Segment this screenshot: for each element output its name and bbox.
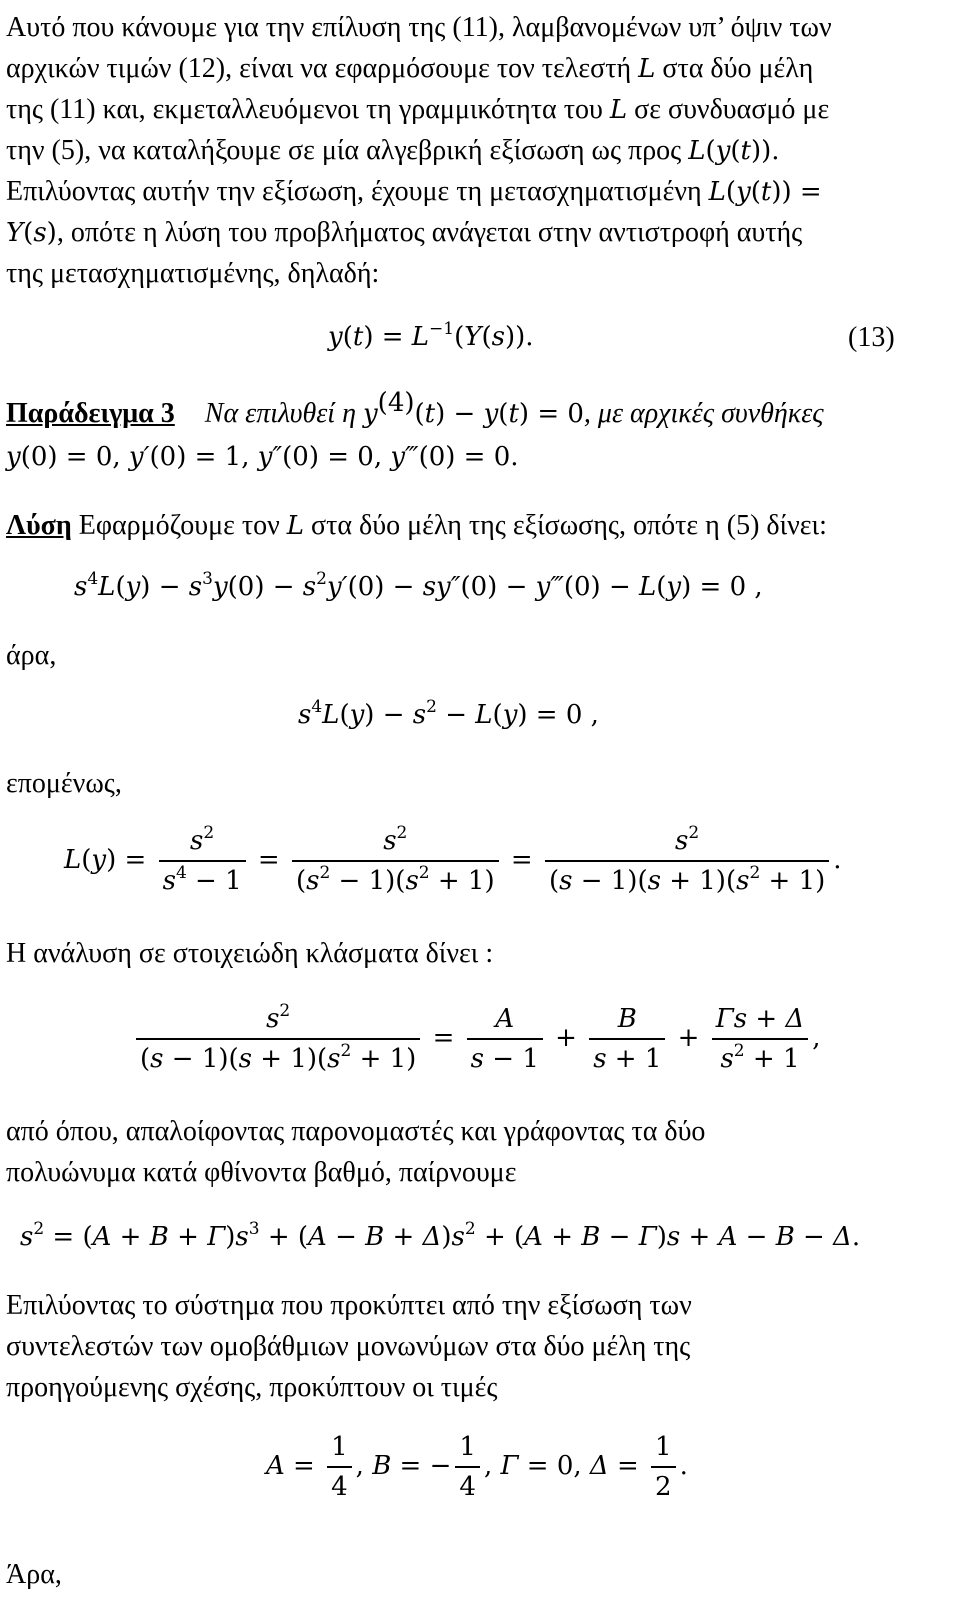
text: στα δύο μέλη της εξίσωσης, οπότε η (5) δίνει: [304, 510, 827, 541]
text: της μετασχηματισμένης, δηλαδή: [6, 258, 380, 289]
equation-polynomial: $s^2 = (A + B + \Gamma)s^3 + (A - B + \Delta)s^2 + (A + B - \Gamma)s + A - B - \Delta$. [20, 1219, 861, 1252]
word-ara-final: Άρα, [6, 1559, 62, 1590]
math-L: L [638, 54, 656, 84]
text: Αυτό που κάνουμε για την επίλυση της (11), λαμβανομένων υπ’ όψιν των [6, 12, 832, 43]
equation-13: $y(t) = L^{-1}(Y(s))$. [328, 319, 534, 352]
equation-simplified: $s^4L(y) - s^2 - L(y) = 0$ , [298, 697, 599, 730]
word-ara: άρα, [6, 640, 57, 671]
paragraph-line [6, 8, 832, 48]
text: την (5), να καταλήξουμε σε μία αλγεβρική εξίσωση ως προς [6, 135, 689, 166]
text: στα δύο μέλη [655, 53, 814, 84]
text: σε συνδυασμό με [627, 94, 830, 125]
solution-line: Λύση Εφαρμόζουμε τον L στα δύο μέλη της εξίσωσης, οπότε η (5) δίνει: [6, 510, 827, 541]
text: της (11) και, εκμεταλλευόμενοι τη γραμμικότητα του [6, 94, 610, 125]
text-line: συντελεστών των ομοβάθμιων μονωνύμων στα δύο μέλη της [6, 1331, 691, 1362]
text: Εφαρμόζουμε τον [71, 510, 287, 541]
text: Να επιλυθεί η [204, 398, 363, 429]
paragraph-line [6, 254, 379, 294]
text-line: προηγούμενης σχέσης, προκύπτουν οι τιμές [6, 1372, 498, 1403]
text-line: Επιλύοντας το σύστημα που προκύπτει από την εξίσωση των [6, 1290, 692, 1321]
paragraph-line: την (5), να καταλήξουμε σε μία αλγεβρική εξίσωση ως προς L(y(t)). [6, 135, 780, 166]
equation-number: (13) [848, 322, 895, 353]
text: , οπότε η λύση του προβλήματος ανάγεται στην αντιστροφή αυτής [56, 217, 803, 248]
equation-Ly: L(y) = $\frac{s^2}{s^4 - 1}$ = $\frac{s^2}{(s^2 - 1)(s^2 + 1)}$ = $\frac{s^2}{(s - 1)(s + 1)(s^2 + 1)}$ . [64, 823, 842, 896]
solution-title: Λύση [6, 510, 72, 541]
text-line: πολυώνυμα κατά φθίνοντα βαθμό, παίρνουμε [6, 1157, 517, 1188]
paragraph-line: Επιλύοντας αυτήν την εξίσωση, έχουμε τη μετασχηματισμένη L(y(t)) = [6, 176, 822, 207]
example-line: Παράδειγμα 3 Να επιλυθεί η $y^{(4)}(t) - y(t) = 0$, με αρχικές συνθήκες [6, 388, 824, 429]
text: Επιλύοντας αυτήν την εξίσωση, έχουμε τη μετασχηματισμένη [6, 176, 709, 207]
text: αρχικών τιμών (12), είναι να εφαρμόσουμε τον τελεστή [6, 53, 639, 84]
text-analysis: Η ανάλυση σε στοιχειώδη κλάσματα δίνει : [6, 938, 494, 969]
equation-values: A = $\frac{1}{4}$ , B = − $\frac{1}{4}$ , Γ = 0, Δ = $\frac{1}{2}$ . [266, 1432, 688, 1502]
equation-transform: $s^4L(y) - s^3y(0) - s^2y'(0) - sy''(0)$ − y‴(0) − L(y) = 0 , [74, 569, 763, 602]
paragraph-line [6, 49, 813, 89]
math-L: L [609, 95, 628, 125]
paragraph-line [6, 90, 829, 130]
text-line: από όπου, απαλοίφοντας παρονομαστές και γράφοντας τα δύο [6, 1116, 706, 1147]
example-title: Παράδειγμα 3 [6, 398, 175, 429]
equation-partial-fractions: $\frac{s^2}{(s - 1)(s + 1)(s^2 + 1)}$ = $\frac{A}{s - 1}$ + $\frac{B}{s + 1}$ + $\frac{\Gamma s + \Delta}{s^2 + 1}$ , [132, 1004, 820, 1074]
text: , με αρχικές συνθήκες [583, 398, 824, 429]
word-epomenos: επομένως, [6, 768, 122, 799]
math-Ly: L [688, 136, 706, 166]
paragraph-line: Y(s), οπότε η λύση του προβλήματος ανάγεται στην αντιστροφή αυτής [6, 217, 803, 248]
example-conditions: y(0) = 0, y′(0) = 1, y″(0) = 0, y‴(0) = 0. [6, 442, 519, 472]
